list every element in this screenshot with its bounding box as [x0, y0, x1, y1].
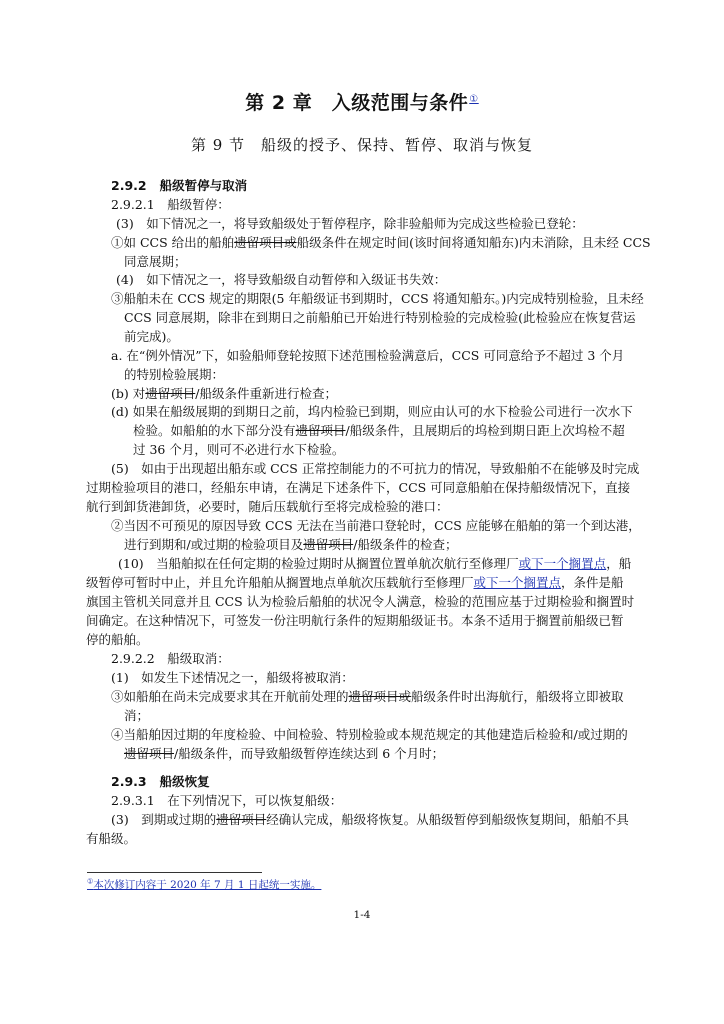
deleted-text: 遗留项目 [295, 423, 346, 438]
section-title: 第 9 节 船级的授予、保持、暂停、取消与恢复 [190, 136, 534, 154]
item-4: (4) 如下情况之一，将导致船级自动暂停和入级证书失效： [116, 272, 447, 287]
heading-text: 船级恢复 [159, 774, 210, 789]
footnote-divider [87, 872, 262, 873]
item-d-line-3: 过 36 个月，则可不必进行水下检验。 [133, 442, 345, 457]
item-5-line-1: (5) 如由于出现超出船东或 CCS 正常控制能力的不可抗力的情况，导致船舶不在能够及时完成 [111, 461, 640, 476]
item-d-line-2 [133, 423, 625, 439]
item-3b-line-2: 有船级。 [86, 831, 137, 846]
text-run: 检验。如船舶的水下部分没有 [133, 423, 296, 438]
item-a-line-2: 的特别检验展期： [124, 367, 225, 382]
item-1: (1) 如发生下述情况之一，船级将被取消： [111, 670, 354, 685]
text-run: /船级条件，且展期后的坞检到期日距上次坞检不超 [345, 423, 625, 438]
item-circled-2-line-2 [124, 537, 457, 553]
heading-2-9-3 [111, 774, 210, 790]
text-run: 船级条件在规定时间(该时间将通知船东)内未消除，且未经 CCS [296, 235, 651, 250]
item-d-line-1: (d) 如果在船级展期的到期日之前，坞内检验已到期，则应由认可的水下检验公司进行一次水下 [111, 404, 633, 419]
deleted-text: 遗留项目 [216, 812, 267, 827]
page-number: 1-4 [353, 909, 371, 921]
item-3: (3) 如下情况之一，将导致船级处于暂停程序，除非验船师为完成这些检验已登轮： [116, 216, 584, 231]
item-circled-3-line-3: 前完成)。 [124, 329, 179, 344]
deleted-text: 遗留项目 [303, 537, 354, 552]
chapter-footnote-mark[interactable]: ① [469, 93, 479, 105]
heading-text: 船级暂停与取消 [159, 178, 248, 193]
item-circled-3b-line-1 [111, 689, 624, 705]
item-10-line-5: 停的船舶。 [86, 632, 149, 647]
text-run: 经确认完成，船级将恢复。从船级暂停到船级恢复期间，船舶不具 [266, 812, 629, 827]
item-circled-3b-line-2: 消； [124, 708, 150, 723]
text-run: ③如船舶在尚未完成要求其在开航前处理的 [111, 689, 349, 704]
item-circled-3-line-1: ③船舶未在 CCS 规定的期限(5 年船级证书到期时，CCS 将通知船东。)内完成特别检验，且未经 [111, 291, 644, 306]
item-b [111, 386, 337, 402]
inserted-text: 或下一个搁置点 [518, 556, 607, 571]
item-5-line-3: 航行到卸货港卸货，必要时，随后压载航行至将完成检验的港口： [86, 499, 449, 514]
deleted-text: 遗留项目或 [234, 235, 297, 250]
chapter-title-text: 第 2 章 入级范围与条件 [245, 92, 469, 114]
item-a-line-1: a. 在“例外情况”下，如验船师登轮按照下述范围检验满意后，CCS 可同意给予不超过 3 个月 [111, 348, 625, 363]
item-10-line-3: 旗国主管机关同意并且 CCS 认为检验后船舶的状况令人满意，检验的范围应基于过期检验和搁置时 [86, 594, 635, 609]
text-run: 船级条件时出海航行，船级将立即被取 [411, 689, 624, 704]
deleted-text: 遗留项目 [145, 386, 196, 401]
text-run: (b) 对 [111, 386, 146, 401]
text-run: /船级条件的检查； [353, 537, 458, 552]
text-run: /船级条件重新进行检查； [195, 386, 337, 401]
heading-number: 2.9.2 [111, 178, 147, 193]
text-run: ①如 CCS 给出的船舶 [111, 235, 235, 250]
footnote[interactable] [87, 877, 321, 892]
text-run: ，条件是船 [561, 575, 624, 590]
inserted-text: 或下一个搁置点 [473, 575, 562, 590]
item-circled-4-line-1: ④当船舶因过期的年度检验、中间检验、特别检验或本规范规定的其他建造后检验和/或过期的 [111, 727, 628, 742]
item-10-line-2 [86, 575, 624, 591]
deleted-text: 遗留项目或 [348, 689, 412, 704]
text-run: ，船 [606, 556, 632, 571]
footnote-text: 本次修订内容于 2020 年 7 月 1 日起统一实施。 [93, 879, 322, 891]
item-circled-1-line-1 [111, 235, 651, 251]
item-10-line-4: 间确定。在这种情况下，可签发一份注明航行条件的短期船级证书。本条不适用于搁置前船级已暂 [86, 613, 624, 628]
item-circled-1-line-2: 同意展期； [124, 254, 187, 269]
text-run: (10) 当船舶拟在任何定期的检验过期时从搁置位置单航次航行至修理厂 [118, 556, 519, 571]
footnote-mark: ① [87, 877, 94, 886]
item-10-line-1 [118, 556, 631, 572]
item-5-line-2: 过期检验项目的港口，经船东申请，在满足下述条件下，CCS 可同意船舶在保持船级情况下，直接 [86, 480, 631, 495]
item-circled-2-line-1: ②当因不可预见的原因导致 CCS 无法在当前港口登轮时，CCS 应能够在船舶的第一个到达港， [111, 518, 641, 533]
heading-number: 2.9.3 [111, 774, 147, 789]
text-run: (3) 到期或过期的 [111, 812, 217, 827]
heading-2-9-2 [111, 178, 247, 194]
clause-2-9-2-1: 2.9.2.1 船级暂停： [111, 197, 230, 212]
text-run: 级暂停可暂时中止，并且允许船舶从搁置地点单航次压载航行至修理厂 [86, 575, 474, 590]
item-circled-4-line-2 [124, 746, 444, 762]
chapter-title [0, 88, 724, 115]
item-circled-3-line-2: CCS 同意展期，除非在到期日之前船舶已开始进行特别检验的完成检验(此检验应在恢复营运 [124, 310, 636, 325]
text-run: /船级条件，而导致船级暂停连续达到 6 个月时； [174, 746, 445, 761]
text-run: 进行到期和/或过期的检验项目及 [124, 537, 304, 552]
deleted-text: 遗留项目 [124, 746, 175, 761]
clause-2-9-2-2: 2.9.2.2 船级取消： [111, 651, 230, 666]
clause-2-9-3-1: 2.9.3.1 在下列情况下，可以恢复船级： [111, 793, 343, 808]
item-3b-line-1 [111, 812, 629, 828]
